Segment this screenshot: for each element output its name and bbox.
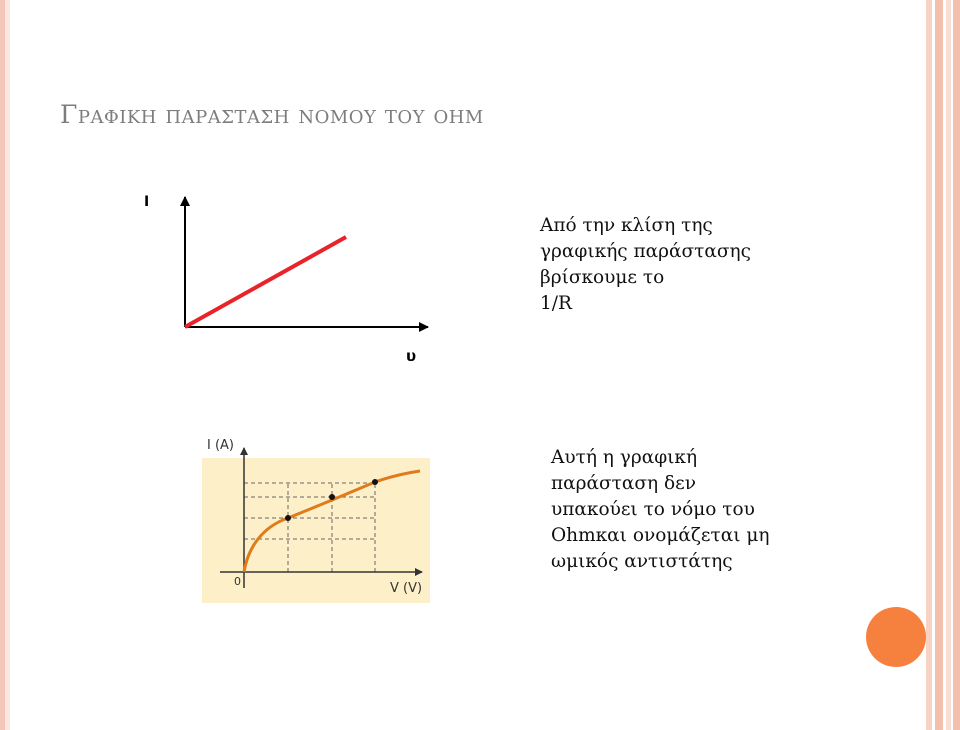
nonlinear-description-line: παράσταση δεν bbox=[551, 473, 696, 494]
nonlinear-description-line: ωμικός αντιστάτης bbox=[551, 551, 733, 572]
nonlinear-description-line: υπακούει το νόμο του bbox=[551, 499, 755, 520]
nonlinear-description-line: Ohmκαι ονομάζεται μη bbox=[551, 525, 770, 546]
nonlinear-graph-description bbox=[551, 445, 769, 575]
left-border-stripe bbox=[0, 0, 10, 730]
linear-red-line bbox=[185, 237, 346, 327]
nonlinear-point bbox=[372, 479, 378, 485]
right-border-stripes bbox=[926, 0, 960, 730]
linear-graph-description bbox=[540, 213, 751, 317]
nonlinear-description-line: Αυτή η γραφική bbox=[551, 447, 698, 468]
nonlinear-point bbox=[329, 494, 335, 500]
linear-y-axis-label: I bbox=[144, 194, 150, 210]
slide-title: Γραφικη παρασταση νομου του οημ bbox=[60, 100, 484, 129]
linear-x-axis-label: υ bbox=[406, 347, 417, 365]
linear-graph bbox=[130, 185, 440, 370]
orange-accent-circle bbox=[866, 607, 926, 667]
nonlinear-graph bbox=[200, 430, 435, 605]
nonlinear-x-axis-label: V (V) bbox=[390, 581, 423, 596]
linear-description-line: 1/R bbox=[540, 293, 572, 314]
nonlinear-origin-label: 0 bbox=[234, 575, 241, 588]
nonlinear-y-axis-label: I (A) bbox=[207, 438, 235, 453]
linear-description-line: γραφικής παράστασης bbox=[540, 241, 751, 262]
nonlinear-point bbox=[285, 515, 291, 521]
linear-description-line: Από την κλίση της bbox=[540, 215, 713, 236]
linear-description-line: βρίσκουμε το bbox=[540, 267, 665, 288]
